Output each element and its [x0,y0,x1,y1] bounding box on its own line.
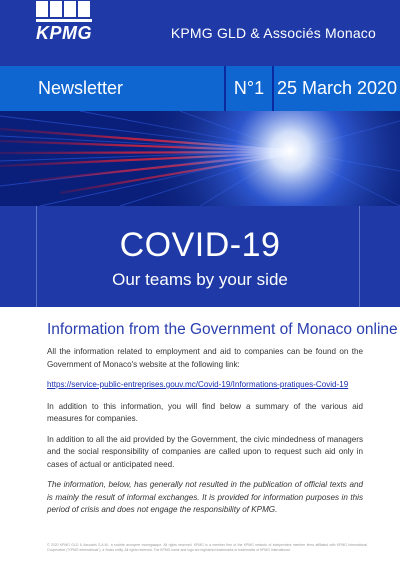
kpmg-logo [36,19,92,42]
title-band [0,206,400,307]
header-band [0,0,400,66]
logo-text: KPMG [36,23,92,43]
paragraph-employment-aid: All the information related to employment and aid to companies can be found on the Government of Monaco's website at the following link: [47,347,363,369]
newsletter-label: Newsletter [0,66,224,111]
logo-boxes [36,1,90,17]
government-link[interactable]: https://service-public-entreprises.gouv.mc/Covid-19/Informations-pratiques-Covid-19 [47,380,349,389]
paragraph-disclaimer: The information, below, has generally not resulted in the publication of official texts and is mainly the result of informal exchanges. It is provided for information purposes in this period of crisis and does not engage the responsibility of KPMG. [47,480,363,514]
banner-image [0,111,400,206]
newsletter-subtitle: Our teams by your side [112,270,288,289]
paragraph-civic-mindedness: In addition to all the aid provided by the Government, the civic mindedness of managers and the social responsibility of companies are called upon to request such aid only in cases of actual or anticipated need. [47,434,363,469]
newsletter-title: COVID-19 [119,226,281,264]
content-section [47,320,398,525]
light-burst-illustration [0,111,400,206]
firm-name: KPMG GLD & Associés Monaco [170,25,376,41]
issue-date: 25 March 2020 [274,66,400,111]
info-bar [0,66,400,111]
issue-number: N°1 [226,66,272,111]
section-heading: Information from the Government of Monaco online [47,321,398,338]
legal-footer: © 2020 KPMG GLD & Associés S.A.M., a société anonyme monégasque. All rights reserved. KPMG is a member firm of the KPMG network of independent member firms affiliated with KPMG International Cooperative ("KPMG International"), a Swiss entity. All rights reserved. The KPMG name and logo are registered trademarks or trademarks of KPMG International. [47,543,367,552]
paragraph-summary: In addition to this information, you will find below a summary of the various aid measures for companies. [47,401,363,423]
